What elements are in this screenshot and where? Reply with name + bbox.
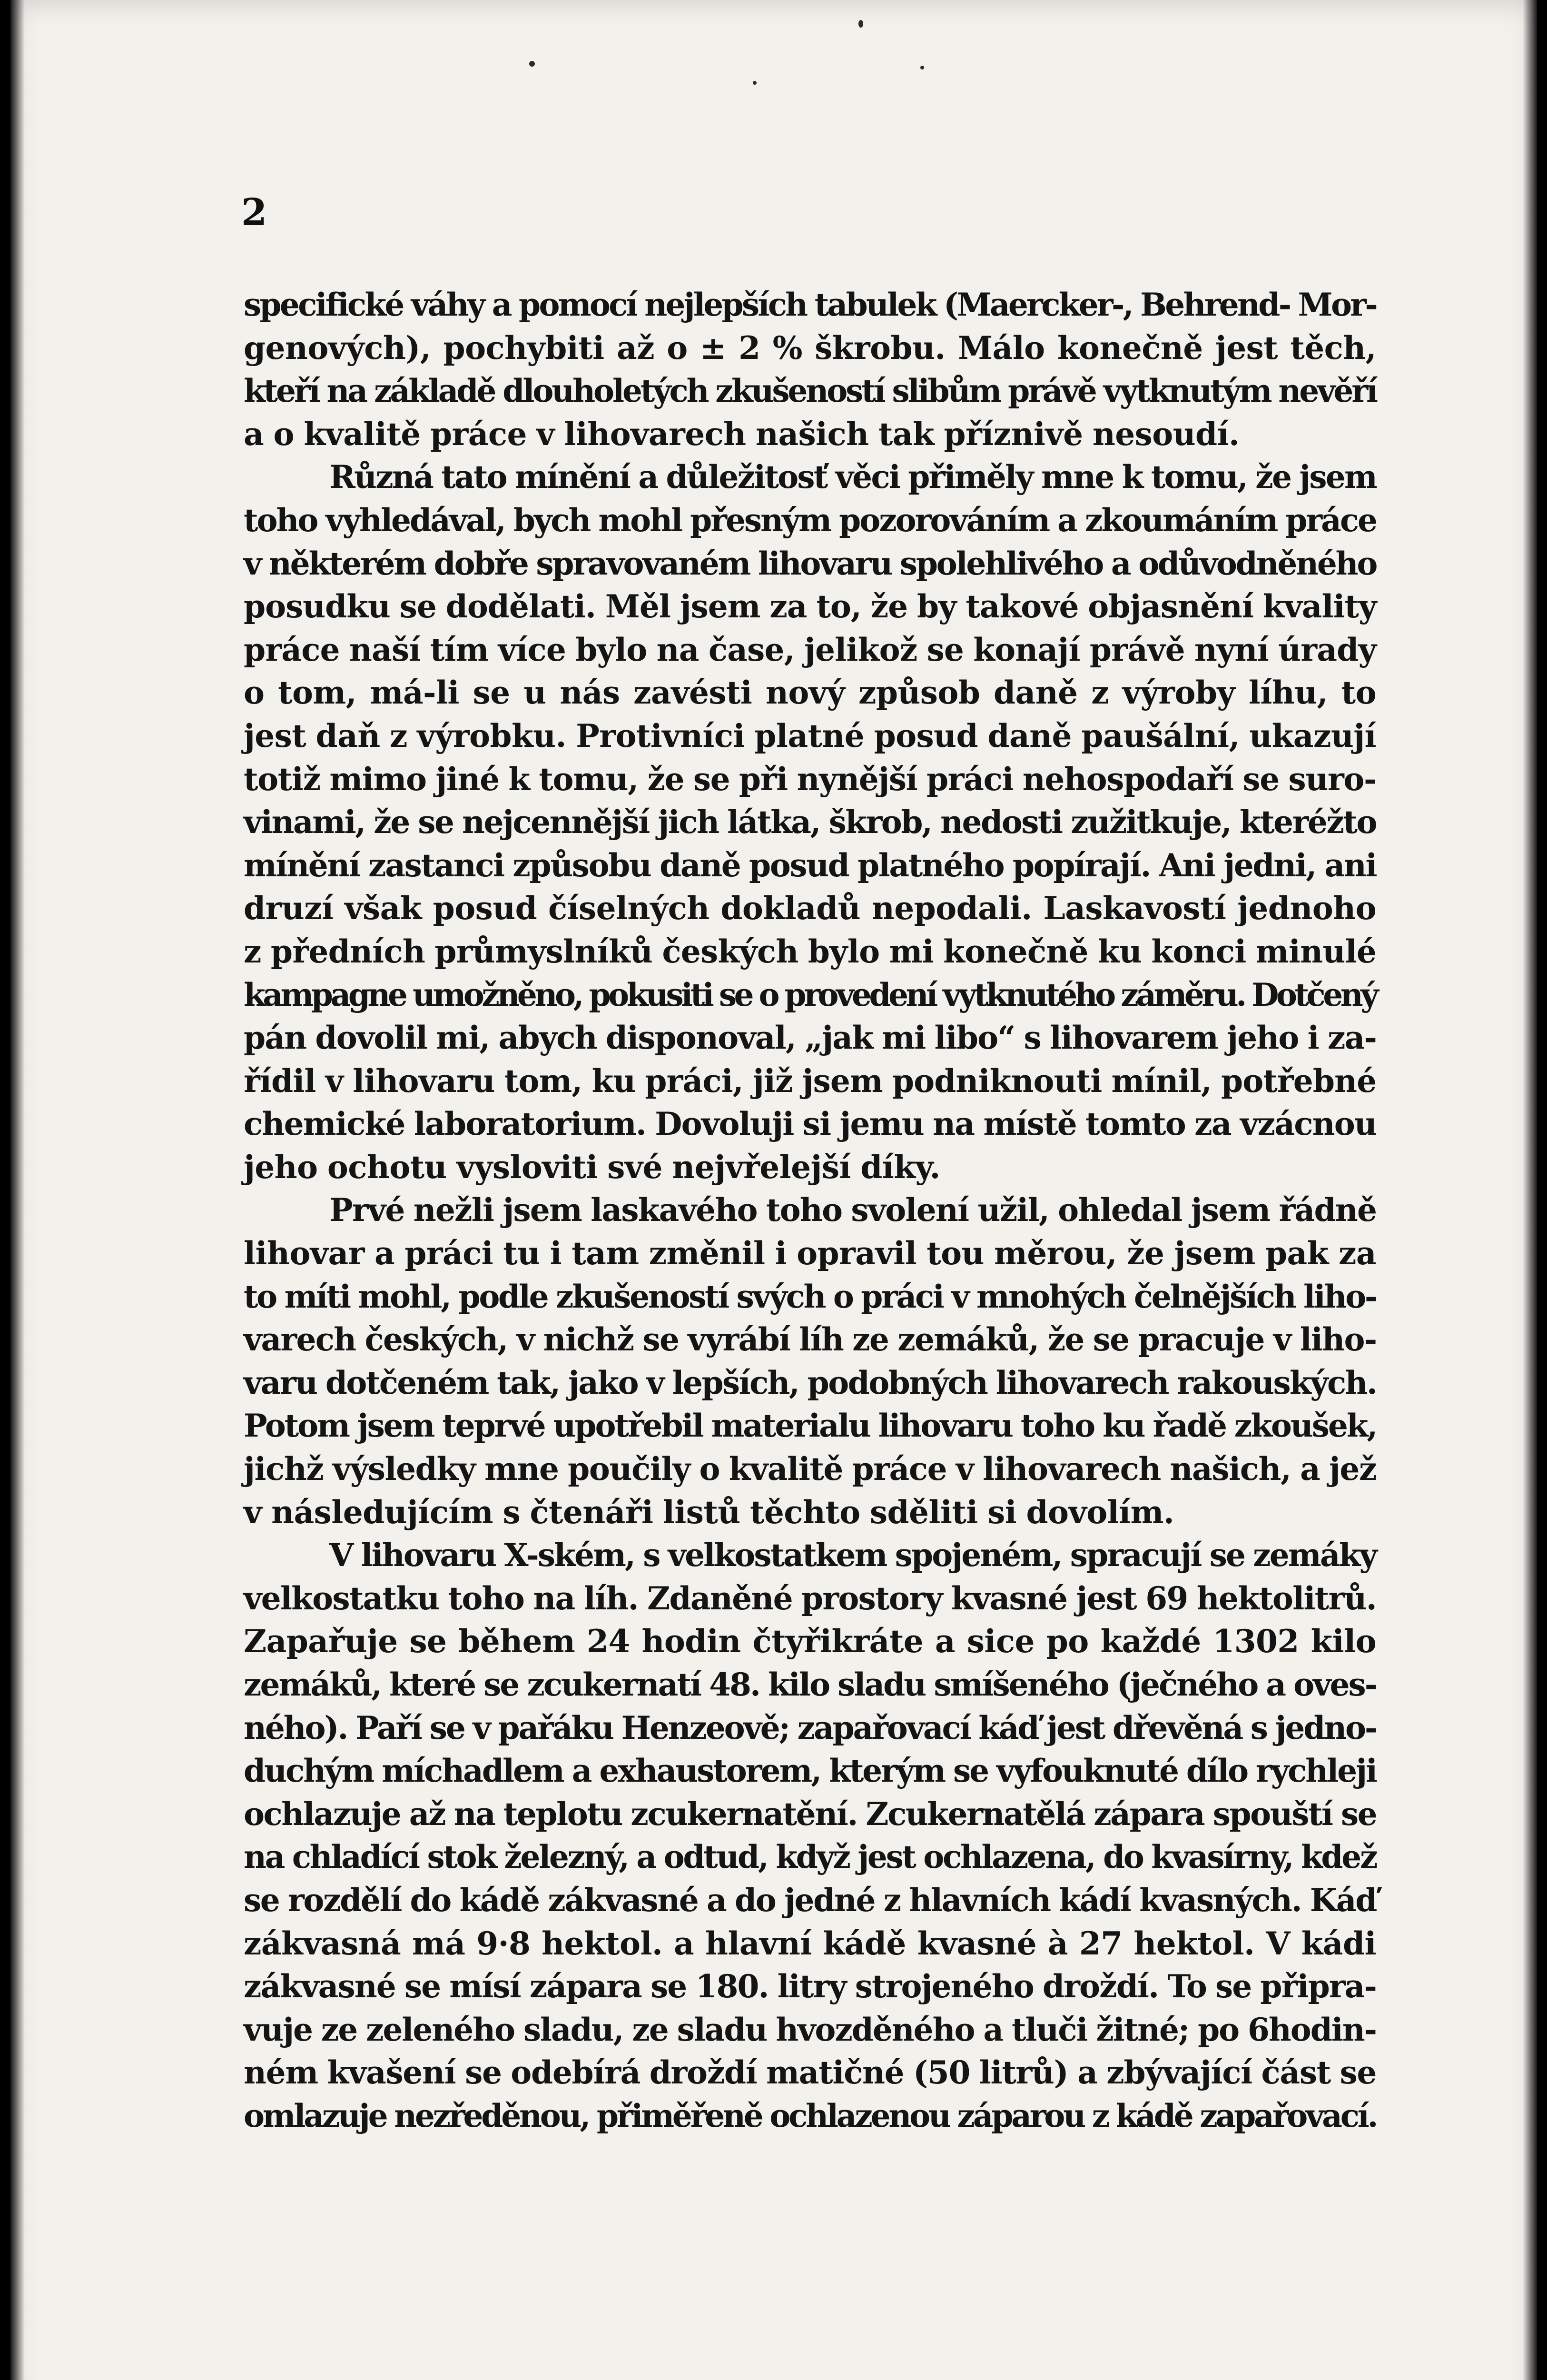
text-line: kteří na základě dlouholetých zkušeností slibům právě vytknutým nevěří xyxy=(244,372,1376,410)
text-line: lihovar a práci tu i tam změnil i opravil tou měrou, že jsem pak za xyxy=(244,1235,1376,1272)
text-line: chemické laboratorium. Dovoluji si jemu na místě tomto za vzácnou xyxy=(244,1105,1377,1143)
text-line: mínění zastanci způsobu daně posud platného popírají. Ani jedni, ani xyxy=(244,846,1377,884)
paragraph-1 xyxy=(244,283,1376,456)
text-line: se rozdělí do kádě zákvasné a do jedné z hlavních kádí kvasných. Káď xyxy=(244,1881,1376,1919)
text-line: Potom jsem teprvé upotřebil materialu lihovaru toho ku řadě zkoušek, xyxy=(244,1407,1377,1445)
text-line: posudku se dodělati. Měl jsem za to, že by takové objasnění kvality xyxy=(244,588,1377,625)
text-line: Prvé nežli jsem laskavého toho svolení užil, ohledal jsem řádně xyxy=(329,1191,1377,1229)
text-line: specifické váhy a pomocí nejlepších tabulek (Maercker-, Behrend- Mor- xyxy=(244,286,1376,323)
text-line: Různá tato mínění a důležitosť věci přiměly mne k tomu, že jsem xyxy=(329,458,1376,496)
scan-speck xyxy=(920,66,924,69)
text-line: vinami, že se nejcennější jich látka, škrob, nedosti zužitkuje, kteréžto xyxy=(244,803,1376,841)
text-line: o tom, má-li se u nás zavésti nový způsob daně z výroby líhu, to xyxy=(244,674,1376,712)
page-number: 2 xyxy=(241,191,267,234)
text-line: toho vyhledával, bych mohl přesným pozorováním a zkoumáním práce xyxy=(244,501,1376,539)
scan-edge-left xyxy=(10,0,25,2380)
text-line: genových), pochybiti až o ± 2 % škrobu. Málo konečně jest těch, xyxy=(244,329,1376,367)
text-line: jichž výsledky mne poučily o kvalitě práce v lihovarech našich, a jež xyxy=(244,1450,1376,1488)
paragraph-4 xyxy=(244,1534,1376,2137)
text-line: řídil v lihovaru tom, ku práci, již jsem podniknouti mínil, potřebné xyxy=(244,1062,1377,1100)
text-line: z předních průmyslníků českých bylo mi konečně ku konci minulé xyxy=(244,932,1377,970)
text-line: práce naší tím více bylo na čase, jelikož se konají právě nyní úrady xyxy=(244,631,1376,668)
text-line: na chladící stok železný, a odtud, když jest ochlazena, do kvasírny, kdež xyxy=(244,1838,1377,1876)
text-line: zákvasné se mísí zápara se 180. litry strojeného droždí. To se připra- xyxy=(244,1968,1376,2005)
page-sheet xyxy=(10,0,1537,2380)
body-text xyxy=(244,283,1376,2138)
scan-speck xyxy=(858,20,863,28)
text-line: kampagne umožněno, pokusiti se o provedení vytknutého záměru. Dotčený xyxy=(244,976,1377,1013)
text-line: to míti mohl, podle zkušeností svých o práci v mnohých čelnějších liho- xyxy=(244,1278,1376,1315)
text-line: ochlazuje až na teplotu zcukernatění. Zcukernatělá zápara spouští se xyxy=(244,1795,1377,1833)
text-line: zemáků, které se zcukernatí 48. kilo sladu smíšeného (ječného a oves- xyxy=(244,1666,1377,1703)
text-line: omlazuje nezředěnou, přiměřeně ochlazenou záparou z kádě zapařovací. xyxy=(244,2097,1377,2134)
text-line: a o kvalitě práce v lihovarech našich tak příznivě nesoudí. xyxy=(244,415,1240,453)
paragraph-2 xyxy=(244,456,1376,1189)
text-line: ného). Paří se v pařáku Henzeově; zapařovací káď jest dřevěná s jedno- xyxy=(244,1709,1377,1746)
text-line: vuje ze zeleného sladu, ze sladu hvozděného a tluči žitné; po 6hodin- xyxy=(244,2011,1376,2048)
scan-speck xyxy=(753,81,757,85)
text-line: zákvasná má 9·8 hektol. a hlavní kádě kvasné à 27 hektol. V kádi xyxy=(244,1924,1376,1962)
text-line: jest daň z výrobku. Protivníci platné posud daně paušální, ukazují xyxy=(244,717,1376,754)
text-line: v některém dobře spravovaném lihovaru spolehlivého a odůvodněného xyxy=(244,545,1377,582)
text-line: ném kvašení se odebírá droždí matičné (50 litrů) a zbývající část se xyxy=(244,2054,1377,2092)
text-line: velkostatku toho na líh. Zdaněné prostory kvasné jest 69 hektolitrů. xyxy=(244,1579,1376,1617)
text-line: V lihovaru X-ském, s velkostatkem spojeném, spracují se zemáky xyxy=(329,1537,1376,1574)
scan-speck xyxy=(529,61,535,67)
text-line: totiž mimo jiné k tomu, že se při nynější práci nehospodaří se suro- xyxy=(244,760,1377,798)
text-line: varu dotčeném tak, jako v lepších, podobných lihovarech rakouských. xyxy=(244,1364,1377,1401)
text-line: varech českých, v nichž se vyrábí líh ze zemáků, že se pracuje v liho- xyxy=(244,1321,1377,1359)
text-line: v následujícím s čtenáři listů těchto sděliti si dovolím. xyxy=(244,1493,1174,1531)
text-line: Zapařuje se během 24 hodin čtyřikráte a sice po každé 1302 kilo xyxy=(244,1623,1376,1660)
scan-edge-right xyxy=(1523,0,1537,2380)
text-line: jeho ochotu vysloviti své nejvřelejší díky. xyxy=(244,1148,940,1186)
text-line: pán dovolil mi, abych disponoval, „jak mi libo“ s lihovarem jeho i za- xyxy=(244,1019,1376,1057)
text-line: duchým míchadlem a exhaustorem, kterým se vyfouknuté dílo rychleji xyxy=(244,1752,1376,1790)
text-line: druzí však posud číselných dokladů nepodali. Laskavostí jednoho xyxy=(244,890,1376,927)
paragraph-3 xyxy=(244,1189,1376,1534)
